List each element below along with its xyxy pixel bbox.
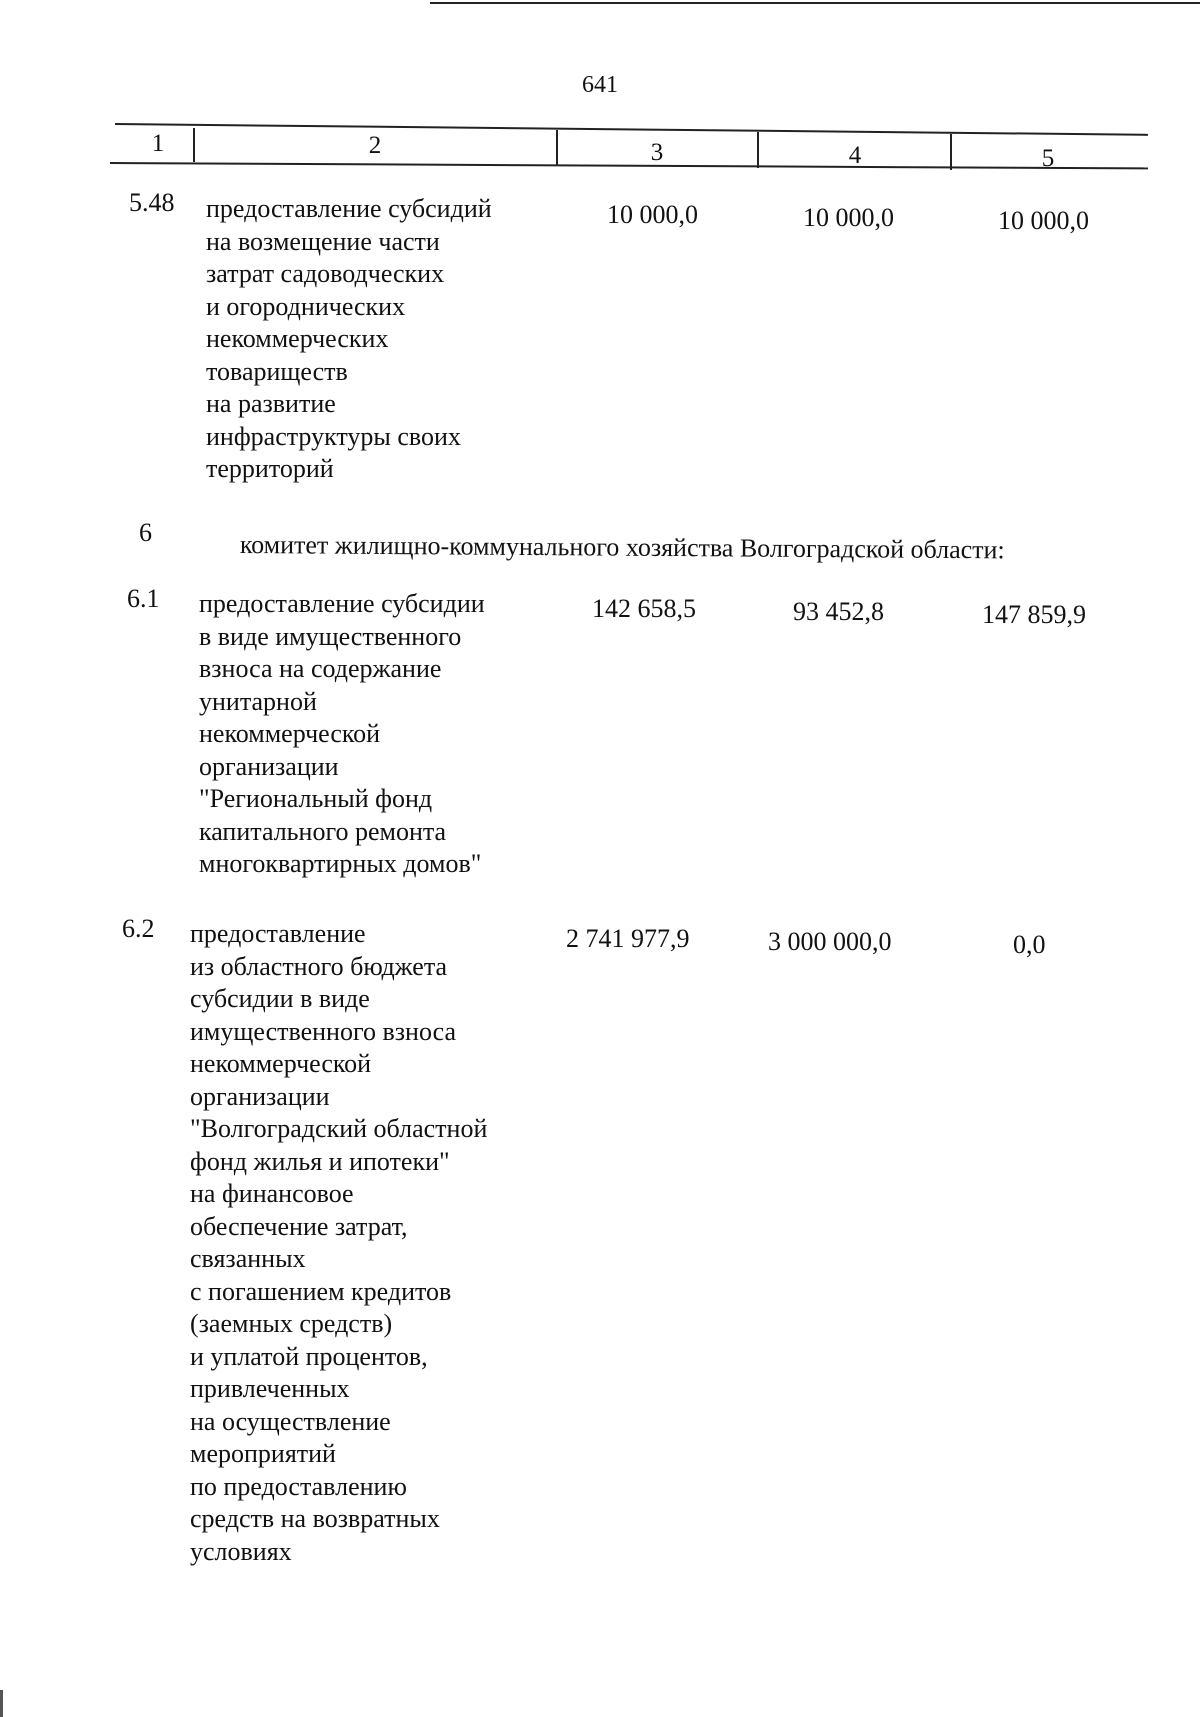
top-edge-rule	[430, 2, 1200, 4]
row-value-col5: 147 859,9	[982, 600, 1086, 629]
header-top-rule	[115, 123, 1148, 136]
row-value-col3: 142 658,5	[592, 594, 696, 623]
row-value-col4: 93 452,8	[793, 597, 884, 626]
row-value-col3: 10 000,0	[607, 200, 698, 229]
row-number: 6.2	[122, 914, 155, 943]
row-number: 5.48	[129, 188, 175, 217]
row-value-col4: 10 000,0	[803, 203, 894, 232]
row-description: предоставление субсидии в виде имущественного взноса на содержание унитарной некоммерческой организации "Региональный фонд капитального ремонта многоквартирных домов"	[199, 589, 485, 878]
header-divider-1	[193, 128, 195, 162]
section-title: комитет жилищно-коммунального хозяйства Волгоградской области:	[239, 530, 1005, 565]
header-col-1: 1	[151, 130, 165, 157]
row-description: предоставление из областного бюджета субсидии в виде имущественного взноса некоммерческой организации "Волгоградский областной фонд жилья и ипотеки" на финансовое обеспечение затрат, связанных с погашением кредитов (заемных средств) и уплатой процентов, привлеченных на осуществление мероприятий по предоставлению средств на возвратных условиях	[190, 919, 488, 1566]
row-value-col5: 10 000,0	[998, 206, 1089, 235]
row-description: предоставление субсидий на возмещение части затрат садоводческих и огороднических некоммерческих товариществ на развитие инфраструктуры своих территорий	[206, 194, 492, 483]
header-bottom-rule	[110, 162, 1148, 169]
page-number: 641	[582, 72, 618, 98]
row-value-col3: 2 741 977,9	[566, 924, 690, 953]
header-col-5: 5	[1041, 145, 1055, 172]
row-number: 6.1	[127, 584, 160, 613]
header-divider-4	[950, 134, 952, 170]
header-divider-2	[556, 130, 558, 166]
row-value-col5: 0,0	[1013, 930, 1046, 959]
header-col-4: 4	[848, 142, 862, 169]
header-col-2: 2	[368, 132, 382, 159]
section-number: 6	[139, 518, 152, 547]
row-value-col4: 3 000 000,0	[768, 927, 892, 956]
header-divider-3	[757, 132, 759, 168]
header-col-3: 3	[650, 139, 664, 166]
scan-edge-mark	[0, 1690, 3, 1717]
